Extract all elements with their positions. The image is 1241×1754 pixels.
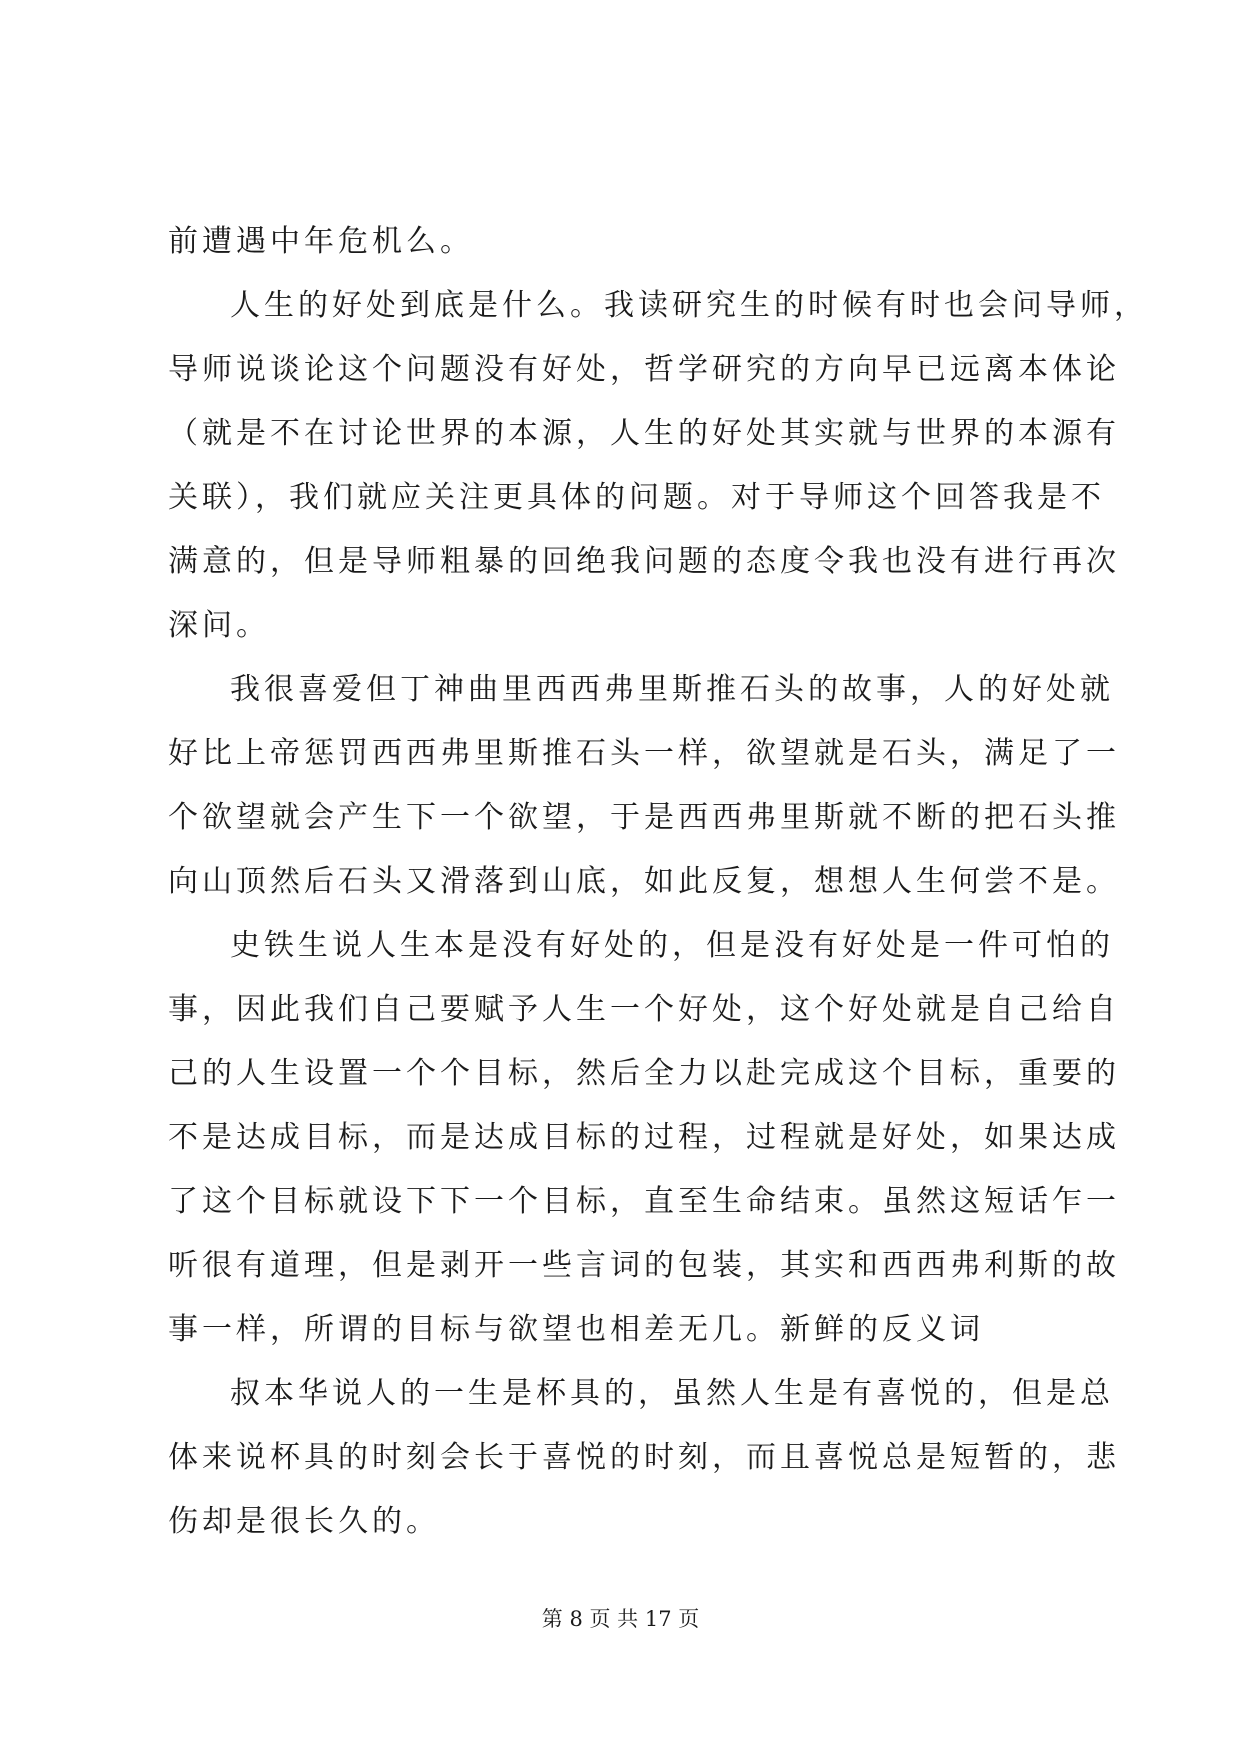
text-line: 了这个目标就设下下一个目标，直至生命结束。虽然这短话乍一 (168, 1184, 1120, 1219)
text-line: 事一样，所谓的目标与欲望也相差无几。新鲜的反义词 (168, 1312, 984, 1347)
text-line: 叔本华说人的一生是杯具的，虽然人生是有喜悦的，但是总 (230, 1376, 1114, 1411)
text-line: 前遭遇中年危机么。 (168, 224, 474, 259)
text-line: 人生的好处到底是什么。我读研究生的时候有时也会问导师， (230, 288, 1148, 323)
text-line: 史铁生说人生本是没有好处的，但是没有好处是一件可怕的 (230, 928, 1114, 963)
text-line: 体来说杯具的时刻会长于喜悦的时刻，而且喜悦总是短暂的，悲 (168, 1440, 1120, 1475)
text-line: 我很喜爱但丁神曲里西西弗里斯推石头的故事，人的好处就 (230, 672, 1114, 707)
text-line: 深问。 (168, 608, 270, 643)
text-line: 听很有道理，但是剥开一些言词的包装，其实和西西弗利斯的故 (168, 1248, 1120, 1283)
text-line: 关联），我们就应关注更具体的问题。对于导师这个回答我是不 (168, 480, 1105, 515)
text-line: 满意的，但是导师粗暴的回绝我问题的态度令我也没有进行再次 (168, 544, 1120, 579)
page-number-footer: 第 8 页 共 17 页 (541, 1607, 700, 1631)
body-text (168, 210, 1148, 1554)
text-line: 好比上帝惩罚西西弗里斯推石头一样，欲望就是石头，满足了一 (168, 736, 1120, 771)
text-line: 向山顶然后石头又滑落到山底，如此反复，想想人生何尝不是。 (168, 864, 1120, 899)
text-line: 己的人生设置一个个目标，然后全力以赴完成这个目标，重要的 (168, 1056, 1120, 1091)
text-line: （就是不在讨论世界的本源，人生的好处其实就与世界的本源有 (168, 416, 1120, 451)
text-line: 导师说谈论这个问题没有好处，哲学研究的方向早已远离本体论 (168, 352, 1120, 387)
text-line: 不是达成目标，而是达成目标的过程，过程就是好处，如果达成 (168, 1120, 1120, 1155)
text-line: 个欲望就会产生下一个欲望，于是西西弗里斯就不断的把石头推 (168, 800, 1120, 835)
text-line: 事，因此我们自己要赋予人生一个好处，这个好处就是自己给自 (168, 992, 1120, 1027)
text-line: 伤却是很长久的。 (168, 1504, 440, 1539)
